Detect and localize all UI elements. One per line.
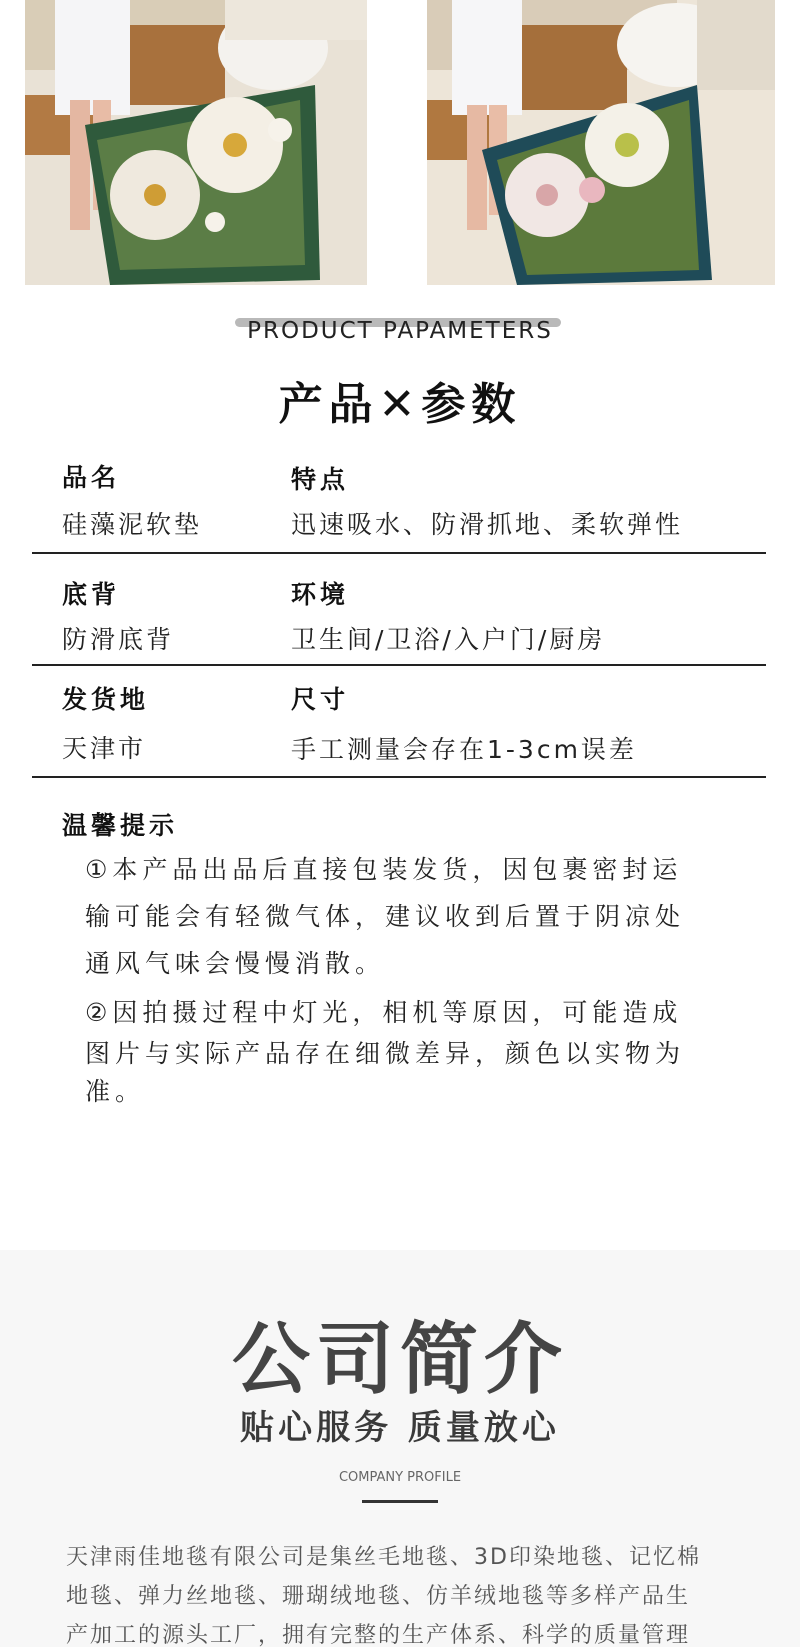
param-label-name: 品名 — [62, 463, 121, 492]
param-divider — [32, 664, 766, 666]
product-photo-left — [25, 0, 367, 285]
tip-line: ①本产品出品后直接包装发货，因包裹密封运 — [85, 855, 683, 884]
company-title: 公司简介 — [231, 1315, 568, 1405]
param-value-environment: 卫生间/卫浴/入户门/厨房 — [291, 625, 606, 654]
tip-line: 输可能会有轻微气体，建议收到后置于阴凉处 — [85, 902, 686, 931]
param-label-origin: 发货地 — [62, 685, 150, 714]
param-value-features: 迅速吸水、防滑抓地、柔软弹性 — [291, 510, 684, 539]
param-divider — [32, 776, 766, 778]
tip-line: ②因拍摄过程中灯光，相机等原因，可能造成 — [85, 998, 683, 1027]
params-cn-title: 产品✕参数 — [278, 379, 522, 430]
company-underline — [362, 1500, 438, 1503]
param-divider — [32, 552, 766, 554]
params-en-title: PRODUCT PAPAMETERS — [247, 318, 553, 344]
param-value-backing: 防滑底背 — [62, 625, 175, 654]
company-desc-line: 天津雨佳地毯有限公司是集丝毛地毯、3D印染地毯、记忆棉 — [66, 1545, 701, 1570]
param-value-size: 手工测量会存在1-3cm误差 — [291, 735, 637, 764]
company-subtitle: 贴心服务 质量放心 — [240, 1408, 560, 1448]
tip-line: 图片与实际产品存在细微差异，颜色以实物为 — [85, 1039, 686, 1068]
tip-line: 通风气味会慢慢消散。 — [85, 949, 386, 978]
param-label-features: 特点 — [291, 465, 350, 494]
param-label-backing: 底背 — [62, 580, 121, 609]
tips-title: 温馨提示 — [62, 811, 179, 840]
param-value-origin: 天津市 — [62, 734, 147, 763]
param-label-size: 尺寸 — [291, 685, 350, 714]
company-desc-line: 产加工的源头工厂，拥有完整的生产体系、科学的质量管理 — [66, 1623, 691, 1647]
param-value-name: 硅藻泥软垫 — [62, 510, 203, 539]
company-en-label: COMPANY PROFILE — [338, 1470, 462, 1485]
company-desc-line: 地毯、弹力丝地毯、珊瑚绒地毯、仿羊绒地毯等多样产品生 — [66, 1584, 691, 1609]
product-photo-right — [427, 0, 775, 285]
tip-line: 准。 — [85, 1077, 146, 1106]
param-label-environment: 环境 — [291, 580, 350, 609]
